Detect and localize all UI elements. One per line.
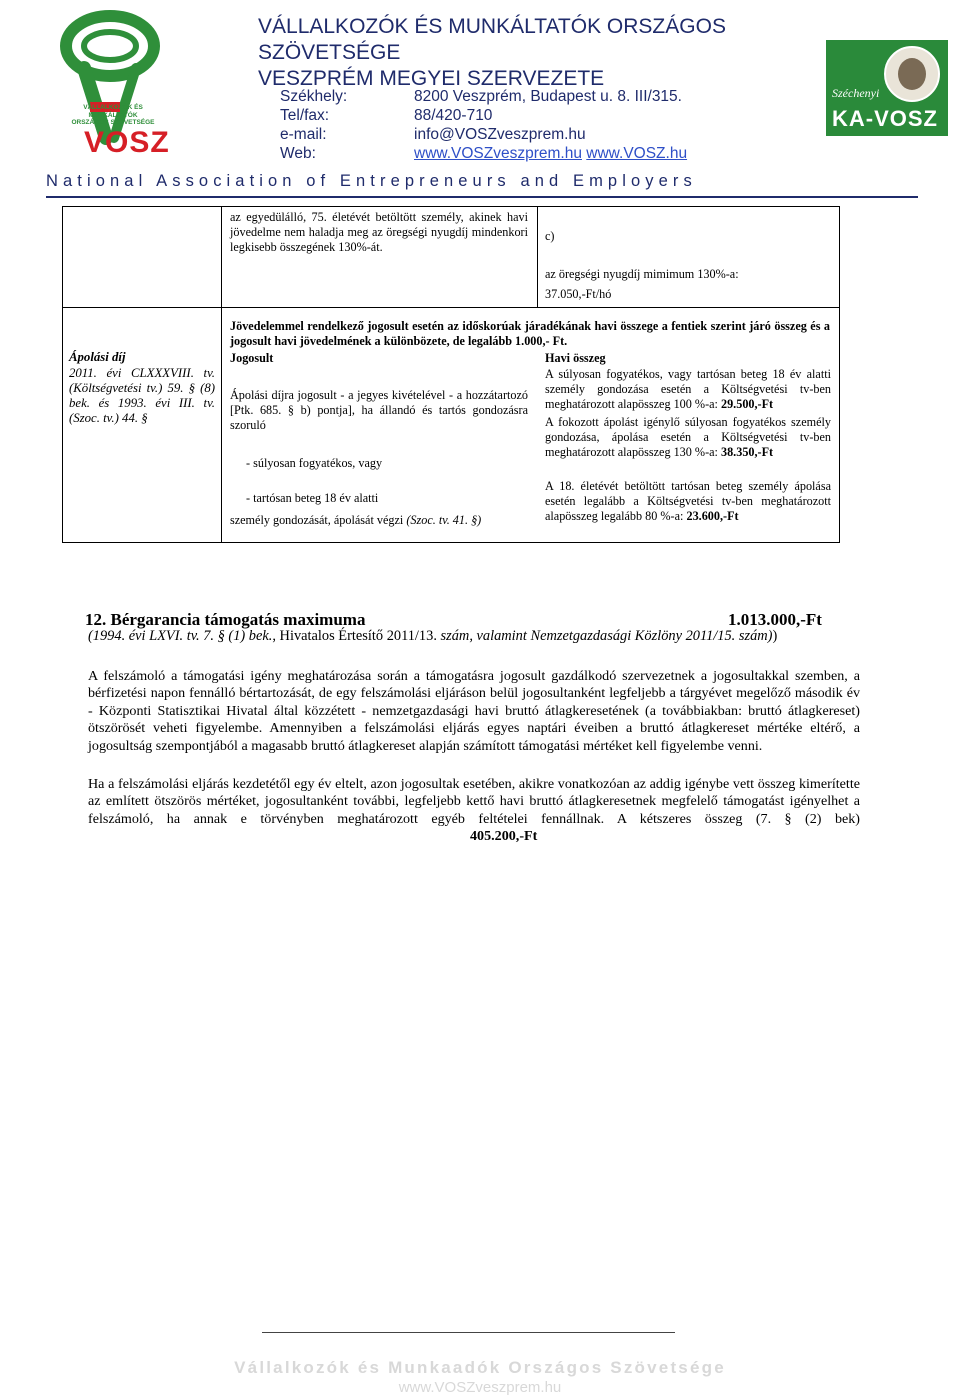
contact-email: e-mail: info@VOSZveszprem.hu <box>280 126 586 143</box>
paragraph-amount: 405.200,-Ft <box>470 828 538 845</box>
section-paragraph-1: A felszámoló a támogatási igény meghatározása során a támogatásra jogosult gazdálkodó szervezetnek a jogosultakkal szemben, a bérfizetési napon fennálló bértartozását, de egy felszámolási eljáráson belül jogosultanként legfeljebb a tárgyévet megelőző második év - Központi Statisztikai Hivatal által közzétett - nemzetgazdasági havi bruttó átlagkeresetének (a továbbiakban: bruttó átlagkereset) ötszörösét veheti figyelembe. Amennyiben a felszámolási eljárás egyes naptári éveiben a bruttó átlagkereset mértéke eltérő, a jogosultság szempontjából a magasabb bruttó átlagkereset alapján számított támogatási mértéket kell figyelembe venni. <box>88 668 860 754</box>
header-rule <box>46 196 918 198</box>
cell-text: az egyedülálló, 75. életévét betöltött személy, akinek havi jövedelme nem haladja meg az öregségi nyugdíj mindenkori legkisebb összegének 130%-át. <box>230 210 528 254</box>
jogosult-text: személy gondozását, ápolását végzi (Szoc. tv. 41. §) <box>230 513 482 527</box>
web-link-veszprem[interactable]: www.VOSZveszprem.hu <box>414 145 582 162</box>
law-reference: 2011. évi CLXXXVIII. tv. (Költségvetési tv.) 59. § (8) bek. és 1993. évi III. tv. (Szoc. tv.) 44. § <box>69 366 215 425</box>
havi-item-3: A 18. életévét betöltött tartósan beteg személy ápolása esetén legalább a Költségvetési tv-ben meghatározott alapösszeg legalább 80 %-a: 23.600,-Ft <box>545 479 831 523</box>
contact-seat: Székhely: 8200 Veszprém, Budapest u. 8. III/315. <box>280 88 682 105</box>
contact-tel: Tel/fax: 88/420-710 <box>280 107 493 124</box>
logo-text: VÁLLALKOZÓK ÉS MUNKÁLTATÓK ORSZÁGOS SZÖVETSÉGE <box>71 104 155 126</box>
table-row-2-left <box>62 307 222 543</box>
logo-wordmark: KA-VOSZ <box>832 106 938 131</box>
footer-website: www.VOSZveszprem.hu <box>398 1379 562 1396</box>
org-title: VÁLLALKOZÓK ÉS MUNKÁLTATÓK ORSZÁGOS SZÖVETSÉGE VESZPRÉM MEGYEI SZERVEZETE <box>258 15 726 90</box>
cell-text: az öregségi nyugdíj mimimum 130%-a: <box>545 267 739 281</box>
footer-org-name: Vállalkozók és Munkaadók Országos Szövetsége <box>234 1358 726 1377</box>
tagline: National Association of Entrepreneurs and Employers <box>46 172 697 190</box>
table-row-2-main <box>221 307 840 543</box>
intro-text: Jövedelemmel rendelkező jogosult esetén az időskorúak járadékának havi összege a fentiek szerint járó összeg és a jogosult havi jövedelmének a különbözete, de legalább 1.000,- Ft. <box>230 319 830 348</box>
row-title: Ápolási díj <box>69 350 126 364</box>
cell-amount: 37.050,-Ft/hó <box>545 287 612 301</box>
section-title: 12. Bérgarancia támogatás maximuma <box>85 610 366 629</box>
cell-label: c) <box>545 229 555 243</box>
jogosult-item: - tartósan beteg 18 év alatti <box>246 491 379 505</box>
web-link-vosz[interactable]: www.VOSZ.hu <box>586 145 688 162</box>
contact-web: Web: www.VOSZveszprem.hu www.VOSZ.hu <box>280 145 688 162</box>
table-row-1-left <box>62 206 222 308</box>
vosz-logo <box>44 8 176 166</box>
footer-rule <box>262 1332 675 1333</box>
section-reference: (1994. évi LXVI. tv. 7. § (1) bek., Hivatalos Értesítő 2011/13. szám, valamint Nemzetgazdasági Közlöny 2011/15. szám)) <box>88 628 778 644</box>
havi-item-1: A súlyosan fogyatékos, vagy tartósan beteg 18 év alatti személy gondozása esetén a Költségvetési tv-ben meghatározott alapösszeg 100 %-a: 29.500,-Ft <box>545 367 831 411</box>
section-paragraph-2: Ha a felszámolási eljárás kezdetétől egy év eltelt, azon jogosultak esetében, akikre vonatkozóan az addig igénybe vett összeg kimerítette az említett ötszörös mértéket, jogosultanként további, legfeljebb kettő havi bruttó átlagkeresetnek megfelelő támogatást igényelhet a felszámoló, ha annak e törvényben meghatározott egyéb feltételei fennállnak. A kétszeres összeg (7. § (2) bek) 405.200,-Ft <box>88 776 860 845</box>
col-header-jogosult: Jogosult <box>230 351 274 365</box>
table-row-1-right <box>537 206 840 308</box>
col-header-havi: Havi összeg <box>545 351 606 365</box>
table-row-1-middle <box>221 206 538 308</box>
logo-wordmark: VOSZ <box>84 126 170 159</box>
email-link[interactable]: info@VOSZveszprem.hu <box>414 126 586 143</box>
jogosult-item: - súlyosan fogyatékos, vagy <box>246 456 383 470</box>
section-amount: 1.013.000,-Ft <box>728 610 822 629</box>
havi-item-2: A fokozott ápolást igénylő súlyosan fogyatékos személy gondozása, ápolása esetén a Költségvetési tv-ben meghatározott alapösszeg 130 %-a: 38.350,-Ft <box>545 415 831 459</box>
logo-script-text: Széchenyi <box>832 86 880 100</box>
jogosult-text: Ápolási díjra jogosult - a jegyes kivételével - a hozzátartozó [Ptk. 685. § b) pontja], ha állandó és tartós gondozásra szoruló <box>230 388 528 432</box>
ka-vosz-logo <box>826 40 948 136</box>
portrait-icon <box>884 46 940 102</box>
